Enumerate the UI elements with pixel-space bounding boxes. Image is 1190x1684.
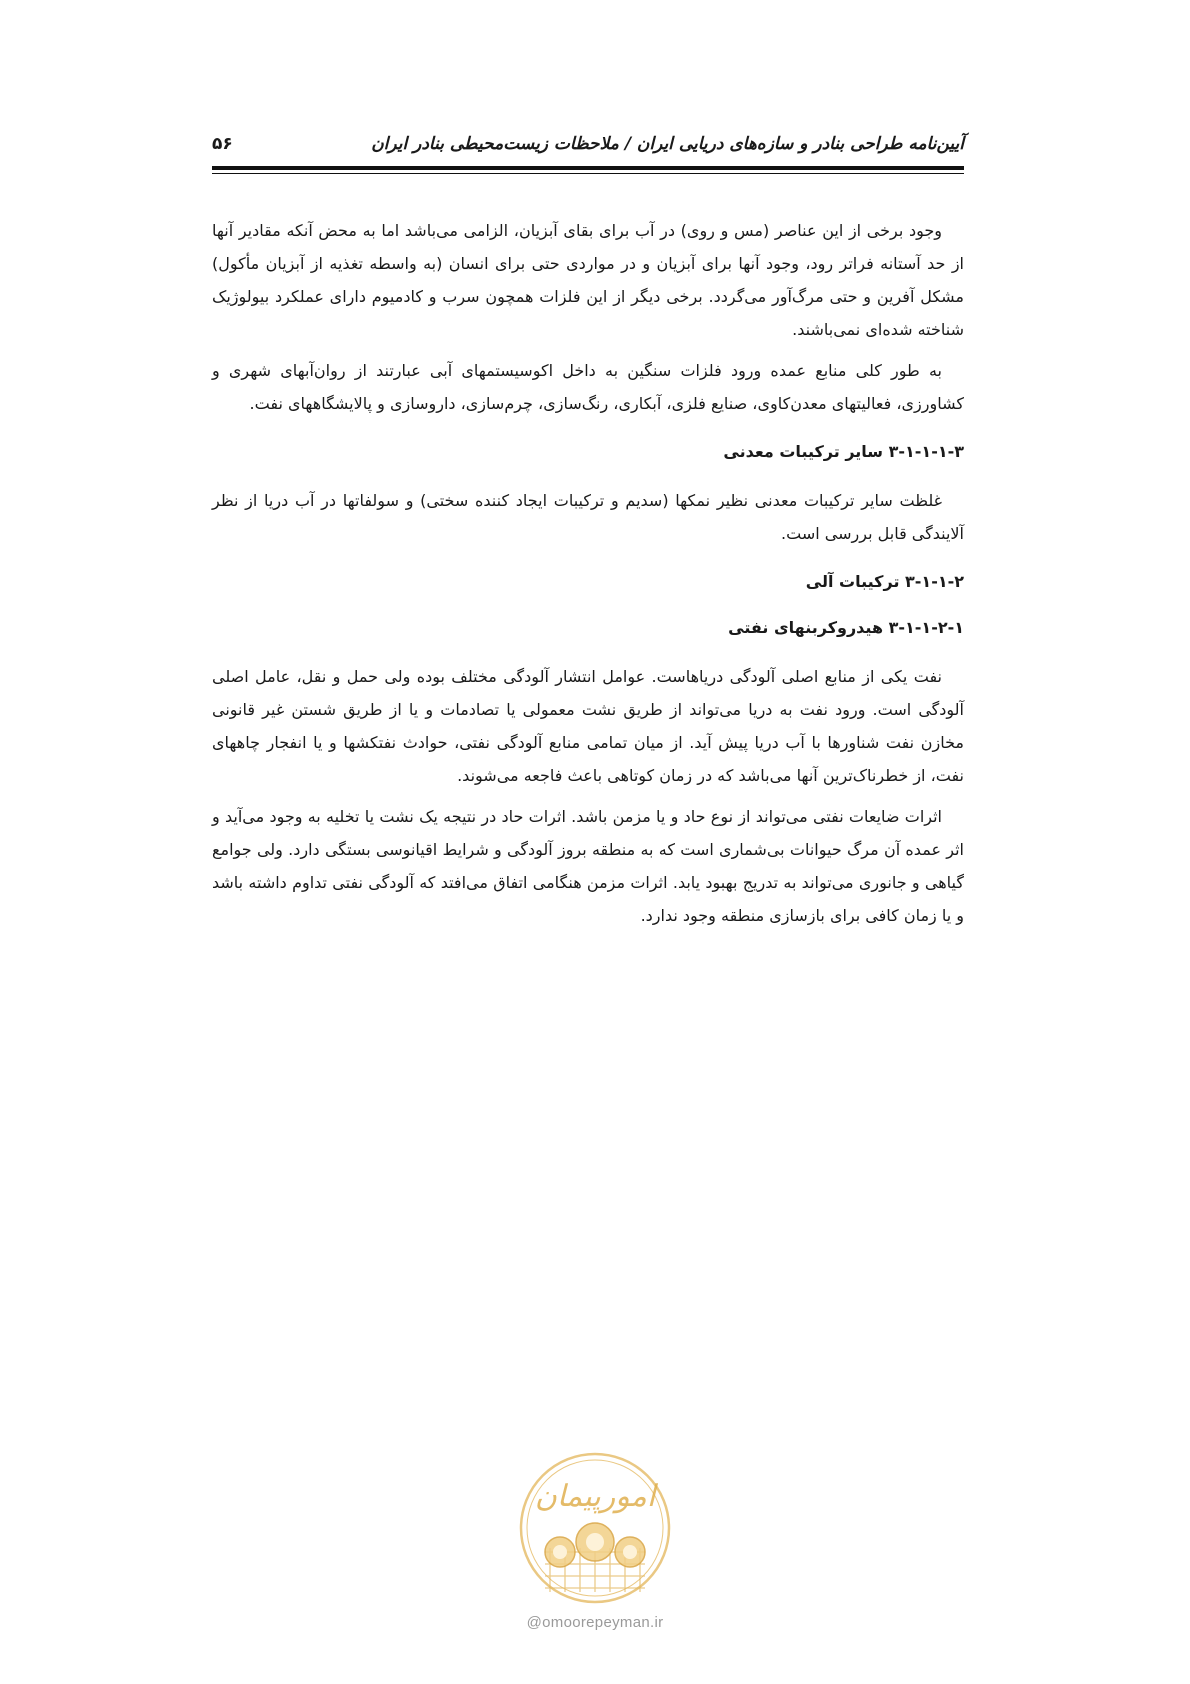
paragraph: نفت یکی از منابع اصلی آلودگی دریاهاست. عوامل انتشار آلودگی مختلف بوده ولی حمل و نقل، عامل اصلی آلودگی است. ورود نفت به دریا می‌تواند از طریق نشت معمولی یا تصادمات و یا از طریق شستن غیر قانونی مخازن نفت شناورها با آب دریا پیش آید. از میان تمامی منابع آلودگی نفتی، حوادث نفتکشها و یا انفجار چاههای نفت، از خطرناک‌ترین آنها می‌باشد که در زمان کوتاهی باعث فاجعه می‌شوند.	[212, 667, 964, 785]
logo-wordmark: امورپیمان	[534, 1479, 656, 1514]
body-text	[212, 214, 964, 940]
header-title: آیین‌نامه طراحی بنادر و سازه‌های دریایی ایران / ملاحظات زیست‌محیطی بنادر ایران	[371, 134, 964, 154]
section-heading: ۳-۱-۱-۱-۳ سایر ترکیبات معدنی	[723, 442, 964, 461]
header-rule-thick	[212, 166, 964, 170]
section-heading: ۳-۱-۱-۲ ترکیبات آلی	[805, 572, 964, 591]
watermark-caption: @omoorepeyman.ir	[526, 1614, 664, 1631]
watermark-logo	[490, 1440, 700, 1640]
paragraph: وجود برخی از این عناصر (مس و روی) در آب برای بقای آبزیان، الزامی می‌باشد اما به محض آنکه مقادیر آنها از حد آستانه فراتر رود، وجود آنها برای آبزیان و در مواردی حتی برای انسان (به واسطه تغذیه از آبزیان مأکول) مشکل آفرین و حتی مرگ‌آور می‌گردد. برخی دیگر از این فلزات همچون سرب و کادمیوم دارای عملکرد بیولوژیک شناخته شده‌ای نمی‌باشند.	[212, 221, 964, 339]
paragraph: اثرات ضایعات نفتی می‌تواند از نوع حاد و یا مزمن باشد. اثرات حاد در نتیجه یک نشت یا تخلیه به وجود می‌آید و اثر عمده آن مرگ حیوانات بی‌شماری است که به منطقه بروز آلودگی و شرایط اقیانوسی بستگی دارد. ولی جوامع گیاهی و جانوری می‌تواند به تدریج بهبود یابد. اثرات مزمن هنگامی اتفاق می‌افتد که آلودگی نفتی تداوم داشته باشد و یا زمان کافی برای بازسازی منطقه وجود ندارد.	[212, 807, 964, 925]
page-number: ۵۶	[212, 134, 233, 154]
seal-icon	[490, 1440, 700, 1610]
section-heading: ۳-۱-۱-۲-۱ هیدروکربنهای نفتی	[728, 618, 964, 637]
paragraph: غلظت سایر ترکیبات معدنی نظیر نمکها (سدیم و ترکیبات ایجاد کننده سختی) و سولفاتها در آب دریا از نظر آلایندگی قابل بررسی است.	[212, 491, 964, 543]
running-header	[212, 124, 964, 164]
header-rule-thin	[212, 173, 964, 174]
paragraph: به طور کلی منابع عمده ورود فلزات سنگین به داخل اکوسیستمهای آبی عبارتند از روان‌آبهای شهری و کشاورزی، فعالیتهای معدن‌کاوی، صنایع فلزی، آبکاری، رنگ‌سازی، چرم‌سازی، داروسازی و پالایشگاههای نفت.	[212, 361, 964, 413]
